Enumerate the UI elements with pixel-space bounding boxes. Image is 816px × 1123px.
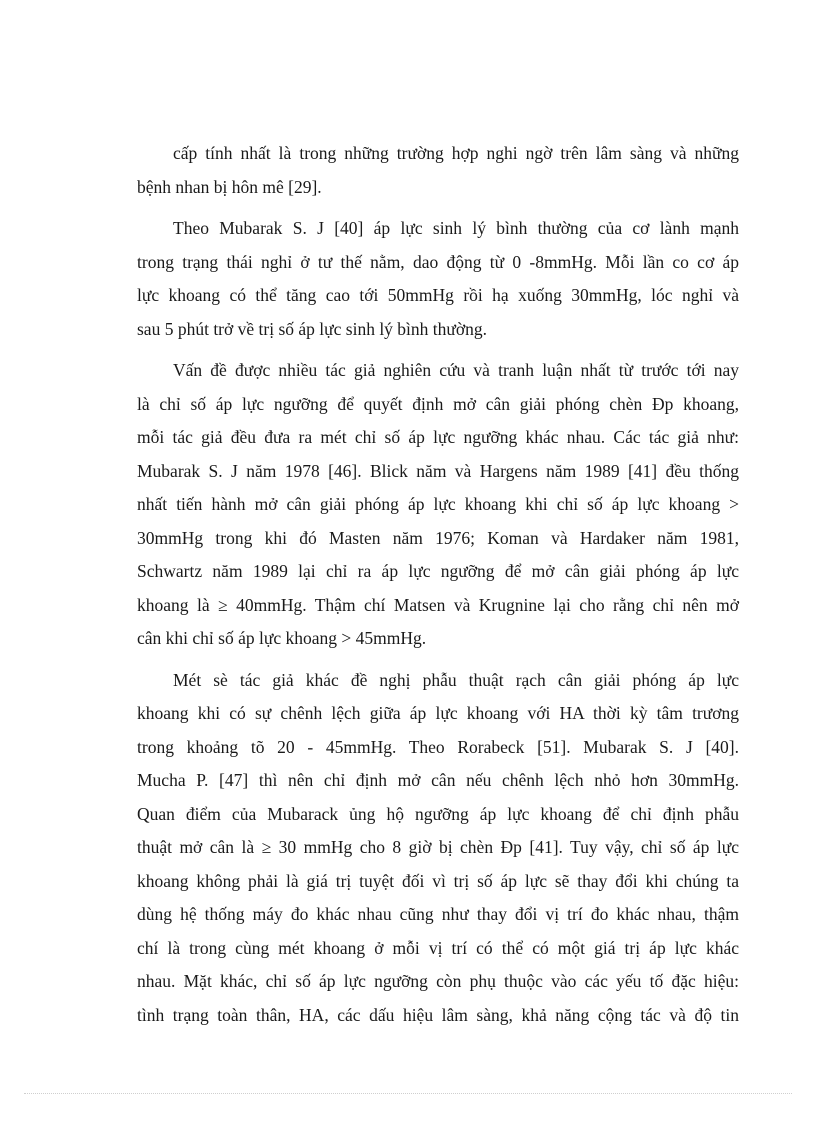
paragraph-2 [137,212,739,346]
text-line: mỗi tác giả đều đưa ra mét chỉ số áp lực ngưỡng khác nhau. Các tác giả như: [137,427,739,447]
text-line: Mubarak S. J năm 1978 [46]. Blick năm và Hargens năm 1989 [41] đều thống [137,460,739,481]
text-line: tình trạng toàn thân, HA, các dấu hiệu lâm sàng, khả năng cộng tác và độ tin [137,1004,739,1025]
paragraph-4 [137,664,739,1033]
text-line: khoang là ≥ 40mmHg. Thậm chí Matsen và Krugnine lại cho rằng chỉ nên mở [137,594,739,615]
text-line: cân khi chỉ số áp lực khoang > 45mmHg. [137,628,427,648]
text-line: bệnh nhan bị hôn mê [29]. [137,176,322,197]
text-line: trong khoảng tõ 20 - 45mmHg. Theo Rorabeck [51]. Mubarak S. J [40]. [137,736,739,757]
text-line: Mét sè tác giả khác đề nghị phẫu thuật rạch cân giải phóng áp lực [173,669,739,690]
text-line: cấp tính nhất là trong những trường hợp nghi ngờ trên lâm sàng và những [173,143,739,163]
text-line: Theo Mubarak S. J [40] áp lực sinh lý bình thường của cơ lành mạnh [173,218,739,238]
paragraph-1 [137,137,739,204]
text-line: 30mmHg trong khi đó Masten năm 1976; Koman và Hardaker năm 1981, [137,527,739,548]
document-body [137,137,739,1040]
text-line: chí là trong cùng mét khoang ở mỗi vị trí có thể có một giá trị áp lực khác [137,937,739,958]
text-line: trong trạng thái nghỉ ở tư thế nằm, dao động từ 0 -8mmHg. Mỗi lần co cơ áp [137,251,739,272]
paragraph-3 [137,354,739,656]
text-line: nhau. Mặt khác, chỉ số áp lực ngưỡng còn phụ thuộc vào các yếu tố đặc hiệu: [137,971,739,991]
text-line: khoang không phải là giá trị tuyệt đối vì trị số áp lực sẽ thay đổi khi chúng ta [137,870,739,891]
text-line: Mucha P. [47] thì nên chỉ định mở cân nếu chênh lệch nhỏ hơn 30mmHg. [137,770,739,790]
text-line: Schwartz năm 1989 lại chỉ ra áp lực ngưỡng để mở cân giải phóng áp lực [137,561,739,581]
text-line: nhất tiến hành mở cân giải phóng áp lực khoang khi chỉ số áp lực khoang > [137,494,739,514]
text-line: Quan điểm của Mubarack ủng hộ ngưỡng áp lực khoang để chỉ định phẫu [137,803,739,824]
page-bottom-divider [24,1093,792,1094]
text-line: thuật mở cân là ≥ 30 mmHg cho 8 giờ bị chèn Đp [41]. Tuy vậy, chỉ số áp lực [137,837,739,857]
text-line: lực khoang có thể tăng cao tới 50mmHg rồi hạ xuống 30mmHg, lóc nghỉ và [137,285,739,305]
text-line: dùng hệ thống máy đo khác nhau cũng như thay đổi vị trí đo khác nhau, thậm [137,904,739,924]
text-line: sau 5 phút trở về trị số áp lực sinh lý bình thường. [137,318,488,339]
text-line: khoang khi có sự chênh lệch giữa áp lực khoang với HA thời kỳ tâm trương [137,703,739,723]
text-line: Vấn đề được nhiều tác giả nghiên cứu và tranh luận nhất từ trước tới nay [173,360,739,380]
text-line: là chỉ số áp lực ngưỡng để quyết định mở cân giải phóng chèn Đp khoang, [137,393,739,414]
